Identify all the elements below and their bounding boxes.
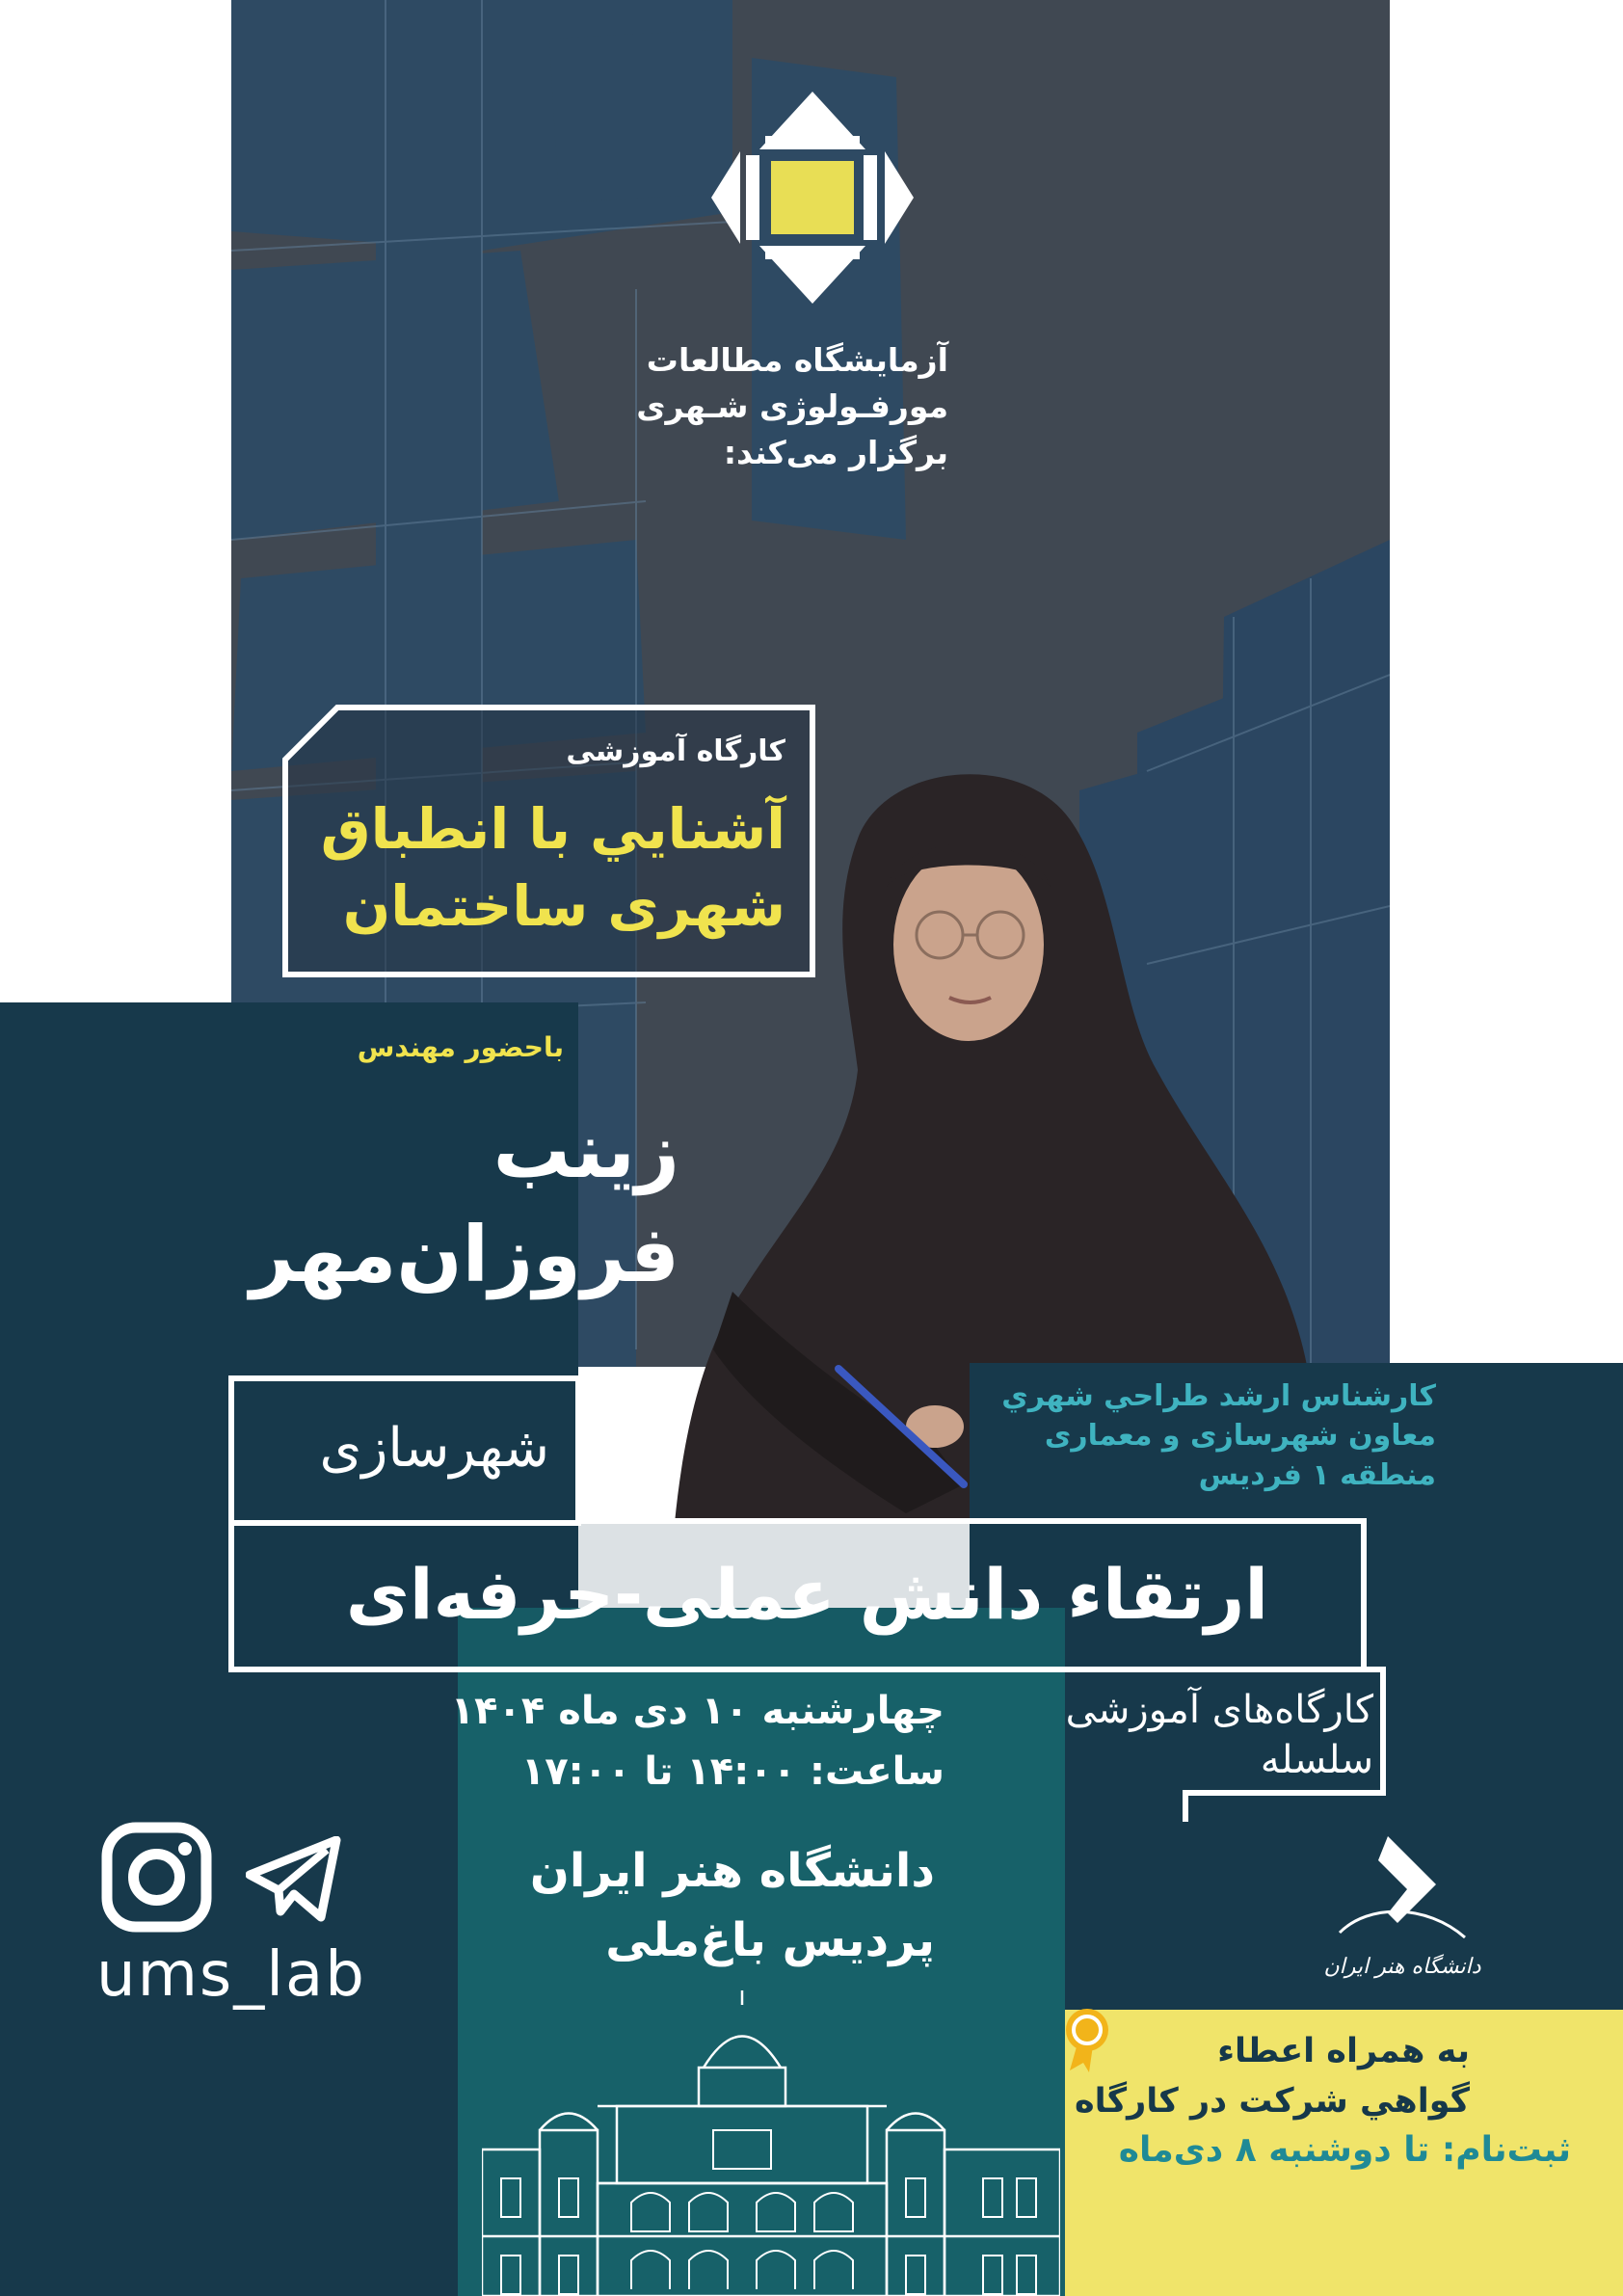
workshop-title-line-2: شهری ساختمان — [342, 873, 785, 939]
presenter-prefix: باحضور مهندس — [357, 1031, 564, 1063]
credential-line-1: کارشناس ارشد طراحي شهري — [1001, 1379, 1436, 1413]
certificate-text — [1074, 2026, 1470, 2126]
telegram-icon[interactable] — [246, 1836, 342, 1923]
credential-line-3: منطقه ۱ فردیس — [1198, 1458, 1436, 1492]
organizer-line-3: برگزار می‌کند: — [723, 434, 948, 471]
certificate-line-2: گواهي شركت در كارگاه — [1074, 2082, 1470, 2121]
workshop-label: کارگاه آموزشی — [566, 734, 785, 768]
series-label-line-1: کارگاه‌های آموزشی — [1065, 1688, 1373, 1732]
series-label-line-2: سلسله — [1260, 1738, 1373, 1782]
venue-line-1: دانشگاه هنر ایران — [529, 1844, 935, 1898]
organizer-text — [563, 337, 948, 476]
workshop-title-line-1: آشنايي با انطباق — [320, 796, 785, 862]
presenter-first-name: زینب — [492, 1106, 679, 1195]
credential-line-2: معاون شهرسازی و معماری — [1044, 1419, 1436, 1453]
social-handle[interactable]: ums_lab — [96, 1939, 366, 2011]
series-field: شهرسازی — [319, 1417, 549, 1480]
registration-deadline: ثبت‌نام: تا دوشنبه ۸ دی‌ماه — [1118, 2130, 1571, 2170]
presenter-last-name: فروزان‌مهر — [250, 1210, 679, 1299]
series-label — [978, 1685, 1373, 1785]
presenter-name — [154, 1099, 679, 1307]
event-date: چهارشنبه ۱۰ دی ماه ۱۴۰۴ — [450, 1689, 945, 1733]
series-headline: ارتقاء دانش عملی-حرفه‌ای — [345, 1554, 1269, 1635]
certificate-line-1: به همراه اعطاء — [1217, 2032, 1470, 2070]
event-time: ساعت: ۱۴:۰۰ تا ۱۷:۰۰ — [520, 1749, 945, 1794]
instagram-icon[interactable] — [101, 1822, 212, 1933]
organizer-line-1: آزمایشگاه مطالعات — [646, 341, 948, 379]
ums-lab-logo-icon — [711, 92, 914, 304]
bagh-e-melli-building-icon — [482, 1986, 1060, 2296]
workshop-title — [299, 790, 785, 945]
organizer-line-2: مورفـولوژی شـهری — [636, 387, 948, 425]
university-logo-text: دانشگاه هنر ایران — [1323, 1955, 1481, 1979]
venue-line-2: پردیس باغ‌ملی — [605, 1913, 935, 1967]
event-venue — [472, 1836, 935, 1975]
